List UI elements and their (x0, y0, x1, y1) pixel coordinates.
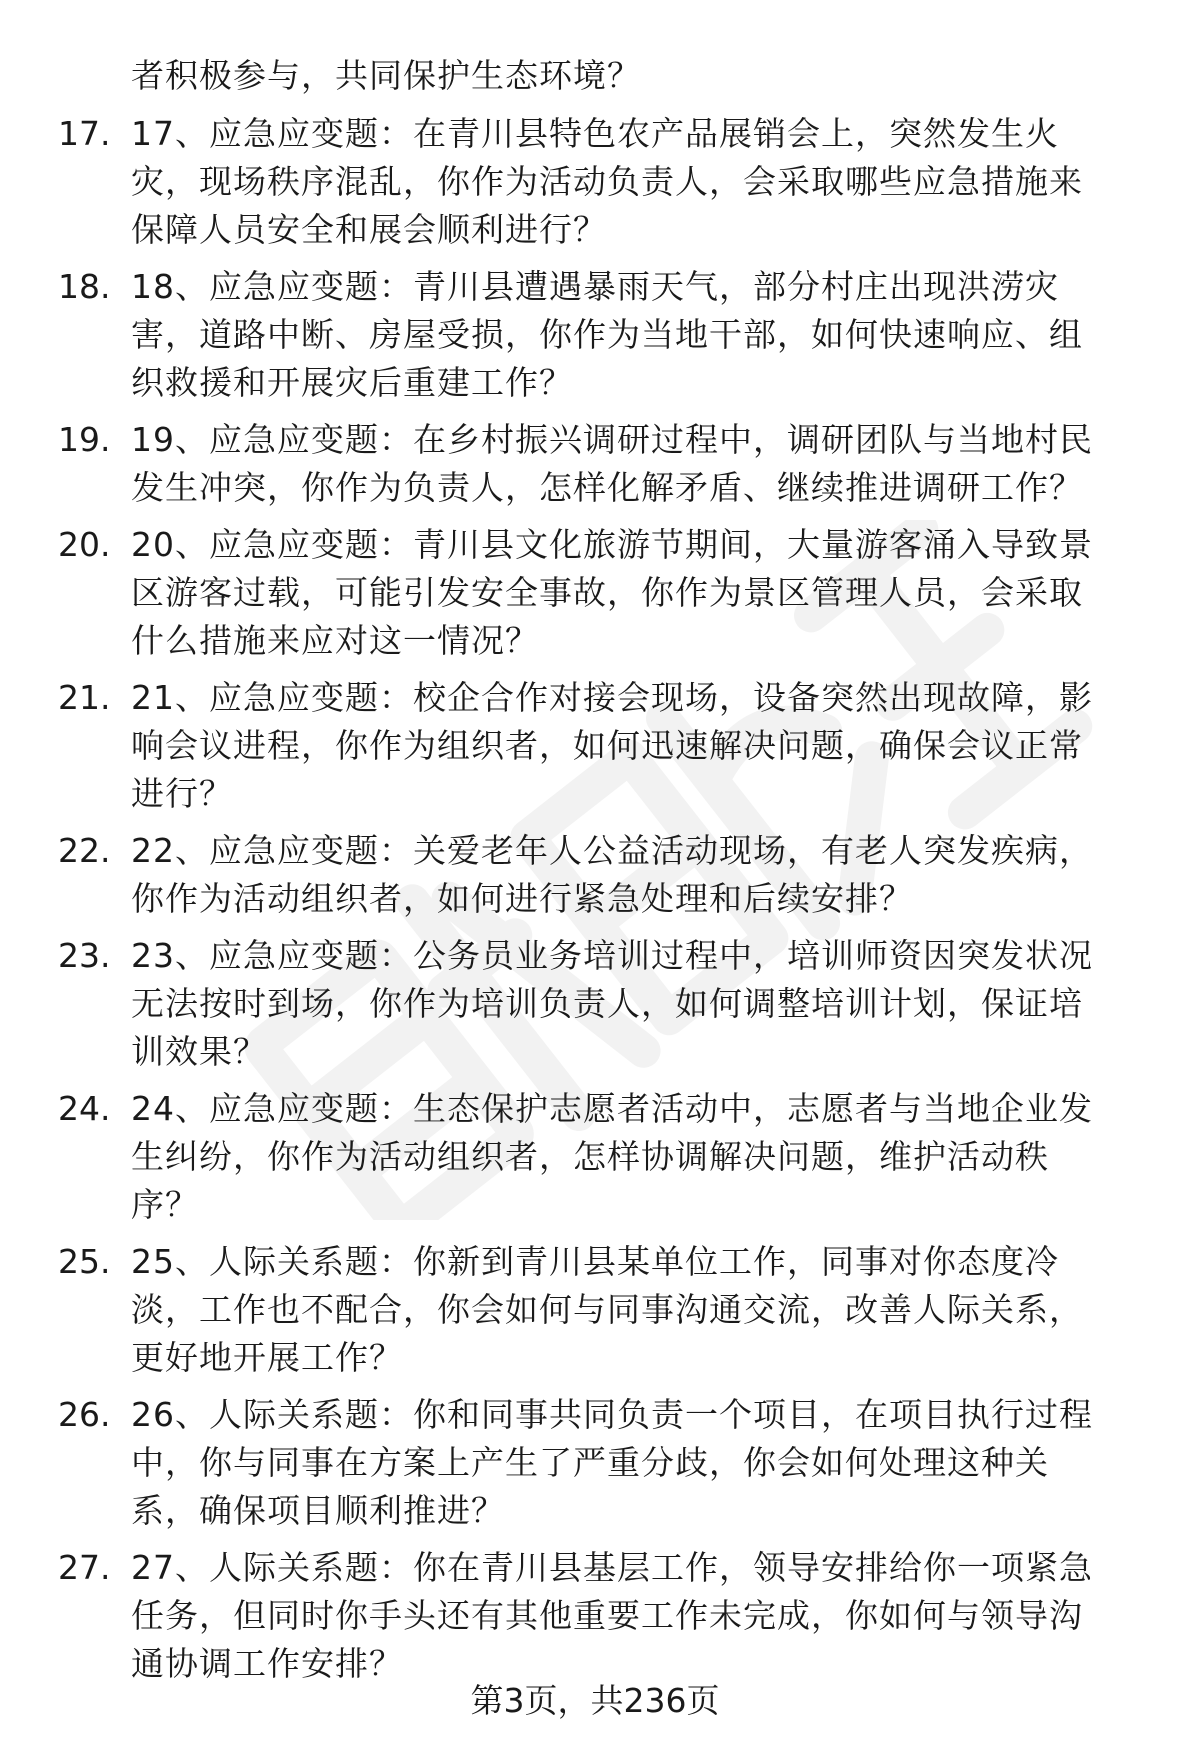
question-text-line: 区游客过载，可能引发安全事故，你作为景区管理人员，会采取 (131, 573, 1083, 612)
question-item (0, 1391, 1190, 1535)
question-text (131, 1238, 1151, 1382)
question-text (131, 1085, 1151, 1229)
question-item (0, 674, 1190, 818)
question-text (131, 1544, 1151, 1688)
question-text (131, 674, 1151, 818)
question-text-line: 进行？ (131, 774, 233, 813)
question-text-line: 中，你与同事在方案上产生了严重分歧，你会如何处理这种关 (131, 1443, 1049, 1482)
question-text-line: 19、应急应变题：在乡村振兴调研过程中，调研团队与当地村民 (131, 420, 1093, 459)
question-text (131, 263, 1151, 407)
question-text-line: 生纠纷，你作为活动组织者，怎样协调解决问题，维护活动秩 (131, 1137, 1049, 1176)
question-number: 21. (58, 678, 111, 717)
question-text (131, 521, 1151, 665)
question-text-line: 发生冲突，你作为负责人，怎样化解矛盾、继续推进调研工作？ (131, 468, 1083, 507)
question-item (0, 1085, 1190, 1229)
question-text-line: 响会议进程，你作为组织者，如何迅速解决问题，确保会议正常 (131, 726, 1083, 765)
question-text-line: 保障人员安全和展会顺利进行？ (131, 210, 607, 249)
question-text-line: 织救援和开展灾后重建工作？ (131, 363, 573, 402)
question-item (0, 932, 1190, 1076)
question-item (0, 110, 1190, 254)
question-number: 26. (58, 1395, 111, 1434)
question-item (0, 521, 1190, 665)
question-number: 24. (58, 1089, 111, 1128)
question-text-line: 通协调工作安排？ (131, 1644, 403, 1683)
question-number: 18. (58, 267, 111, 306)
question-text-line: 25、人际关系题：你新到青川县某单位工作，同事对你态度冷 (131, 1242, 1059, 1281)
question-number: 20. (58, 525, 111, 564)
question-text-line: 18、应急应变题：青川县遭遇暴雨天气，部分村庄出现洪涝灾 (131, 267, 1059, 306)
question-text-line: 更好地开展工作？ (131, 1338, 403, 1377)
question-number: 17. (58, 114, 111, 153)
question-text-line: 害，道路中断、房屋受损，你作为当地干部，如何快速响应、组 (131, 315, 1083, 354)
question-text-line: 淡，工作也不配合，你会如何与同事沟通交流，改善人际关系， (131, 1290, 1083, 1329)
question-text-line: 17、应急应变题：在青川县特色农产品展销会上，突然发生火 (131, 114, 1059, 153)
question-text (131, 827, 1151, 923)
question-text (131, 110, 1151, 254)
question-text (131, 932, 1151, 1076)
question-number: 22. (58, 831, 111, 870)
question-text-line: 任务，但同时你手头还有其他重要工作未完成，你如何与领导沟 (131, 1596, 1083, 1635)
question-text-line: 20、应急应变题：青川县文化旅游节期间，大量游客涌入导致景 (131, 525, 1093, 564)
question-number: 27. (58, 1548, 111, 1587)
question-text-line: 无法按时到场，你作为培训负责人，如何调整培训计划，保证培 (131, 984, 1083, 1023)
question-text-line: 训效果？ (131, 1032, 267, 1071)
question-item (0, 416, 1190, 512)
question-text-line: 23、应急应变题：公务员业务培训过程中，培训师资因突发状况 (131, 936, 1093, 975)
question-item (0, 827, 1190, 923)
question-item (0, 263, 1190, 407)
question-number: 25. (58, 1242, 111, 1281)
continued-question-text: 者积极参与，共同保护生态环境？ (131, 56, 641, 95)
question-text-line: 你作为活动组织者，如何进行紧急处理和后续安排？ (131, 879, 913, 918)
question-text-line: 21、应急应变题：校企合作对接会现场，设备突然出现故障，影 (131, 678, 1093, 717)
question-text-line: 系，确保项目顺利推进？ (131, 1491, 505, 1530)
question-text-line: 22、应急应变题：关爱老年人公益活动现场，有老人突发疾病， (131, 831, 1093, 870)
question-number: 19. (58, 420, 111, 459)
question-text-line: 灾，现场秩序混乱，你作为活动负责人，会采取哪些应急措施来 (131, 162, 1083, 201)
question-item (0, 1544, 1190, 1688)
page-footer: 第3页，共236页 (470, 1681, 720, 1720)
question-text (131, 416, 1151, 512)
question-text-line: 序？ (131, 1185, 199, 1224)
question-number: 23. (58, 936, 111, 975)
question-list (0, 110, 1190, 1697)
question-text-line: 27、人际关系题：你在青川县基层工作，领导安排给你一项紧急 (131, 1548, 1093, 1587)
question-text (131, 1391, 1151, 1535)
question-text-line: 26、人际关系题：你和同事共同负责一个项目，在项目执行过程 (131, 1395, 1093, 1434)
question-text-line: 什么措施来应对这一情况？ (131, 621, 539, 660)
question-item (0, 1238, 1190, 1382)
question-text-line: 24、应急应变题：生态保护志愿者活动中，志愿者与当地企业发 (131, 1089, 1093, 1128)
